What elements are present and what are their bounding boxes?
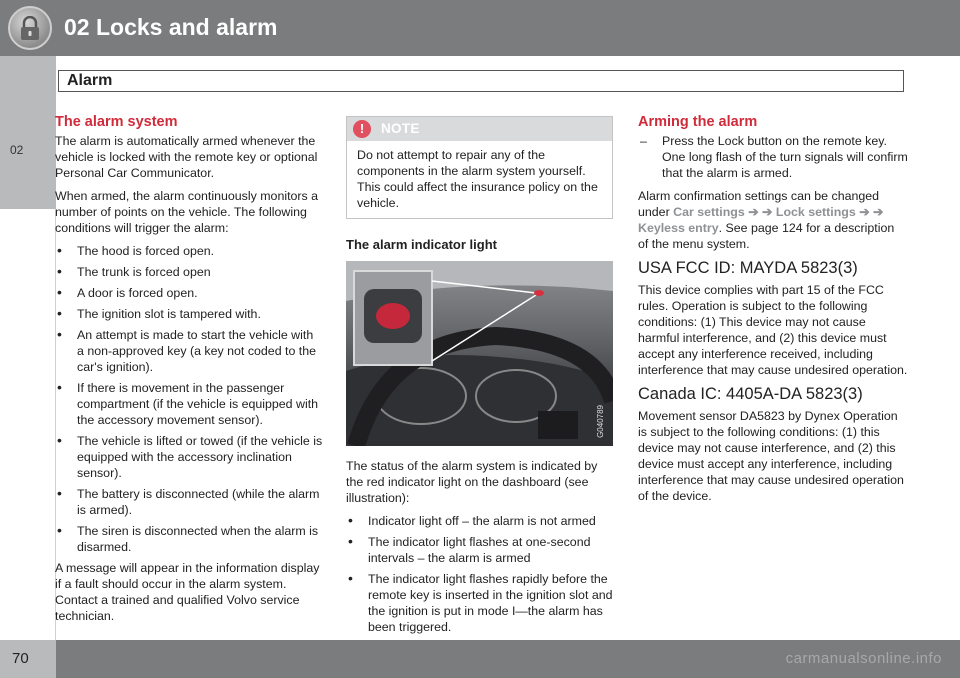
list-item: • A door is forced open. (55, 285, 323, 301)
note-text: Do not attempt to repair any of the components in the alarm system yourself. This could affect the insurance policy on the vehicle. (357, 148, 598, 210)
padlock-icon (8, 6, 52, 50)
page-footer (0, 640, 960, 678)
paragraph: A message will appear in the information display if a fault should occur in the alarm system. Contact a trained and qualified Volvo service technician. (55, 561, 320, 623)
page-number: 70 (12, 650, 29, 667)
footer-tab (0, 640, 56, 678)
chapter-title: 02 Locks and alarm (64, 14, 278, 40)
list-item: • The trunk is forced open (55, 264, 323, 280)
arrow-right-icon: ➔ ➔ (859, 205, 884, 219)
dash-marker: – (640, 134, 647, 148)
column-indicator-light (346, 116, 613, 640)
list-item-text: Press the Lock button on the remote key. One long flash of the turn signals will confirm that the alarm is armed. (662, 134, 908, 180)
paragraph-text: Alarm confirmation settings can be changed under (638, 189, 880, 219)
indicator-status-list (346, 513, 613, 635)
list-item: • The vehicle is lifted or towed (if the vehicle is equipped with the accessory inclination sensor). (55, 433, 323, 481)
dashboard-illustration (346, 261, 613, 446)
heading-arming-alarm: Arming the alarm (638, 114, 758, 130)
exclamation-icon: ! (353, 120, 371, 138)
paragraph: This device complies with part 15 of the FCC rules. Operation is subject to the following conditions: (1) This device may not cause harmful interference, and (2) this device must accept any interference received, including interference that may cause undesired operation. (638, 283, 908, 377)
list-item: • An attempt is made to start the vehicle with a non-approved key (a key not coded to the car's ignition). (55, 327, 323, 375)
sidebar-margin (0, 209, 56, 640)
watermark: carmanualsonline.info (785, 650, 942, 667)
note-label: NOTE (381, 121, 420, 136)
list-item: • The siren is disconnected when the alarm is disarmed. (55, 523, 323, 555)
column-alarm-system (55, 114, 323, 631)
menu-path-car-settings: Car settings (673, 205, 745, 219)
paragraph-settings-path (638, 188, 908, 252)
heading-alarm-system: The alarm system (55, 114, 178, 130)
trigger-conditions-list (55, 243, 323, 555)
list-item: • The indicator light flashes at one-second intervals – the alarm is armed (346, 534, 613, 566)
paragraph-text: . See page 124 for a description of the menu system. (638, 221, 895, 251)
sidebar-tab (0, 56, 56, 209)
heading-canada-ic: Canada IC: 4405A-DA 5823(3) (638, 385, 863, 403)
figure-id: G040789 (596, 405, 605, 438)
list-item: • The battery is disconnected (while the alarm is armed). (55, 486, 323, 518)
section-title: Alarm (67, 72, 113, 89)
list-item: • The indicator light flashes rapidly before the remote key is inserted in the ignition slot and the ignition is put in mode I—the alarm has been triggered. (346, 571, 613, 635)
arrow-right-icon: ➔ ➔ (748, 205, 773, 219)
list-item: • Indicator light off – the alarm is not armed (346, 513, 613, 529)
chapter-header (0, 0, 960, 56)
menu-path-lock-settings: Lock settings (775, 205, 856, 219)
sidebar-chapter-number: 02 (10, 143, 24, 157)
list-item: • If there is movement in the passenger compartment (if the vehicle is equipped with the accessory movement sensor). (55, 380, 323, 428)
paragraph: Movement sensor DA5823 by Dynex Operation is subject to the following conditions: (1) this device may not cause interference, and (2) this device must accept any interference, including interference that may cause undesired operation of the device. (638, 409, 904, 503)
note-box (346, 116, 613, 219)
dashboard-drawing (346, 261, 613, 446)
note-header (347, 117, 612, 141)
list-item: • The hood is forced open. (55, 243, 323, 259)
paragraph: When armed, the alarm continuously monitors a number of points on the vehicle. The following conditions will trigger the alarm: (55, 189, 319, 235)
section-bar (58, 70, 904, 92)
paragraph: The status of the alarm system is indicated by the red indicator light on the dashboard (see illustration): (346, 459, 598, 505)
heading-indicator-light: The alarm indicator light (346, 237, 497, 252)
list-item (638, 133, 908, 181)
paragraph: The alarm is automatically armed whenever the vehicle is locked with the remote key or optional Personal Car Communicator. (55, 134, 318, 180)
heading-fcc-id: USA FCC ID: MAYDA 5823(3) (638, 259, 858, 277)
list-item: • The ignition slot is tampered with. (55, 306, 323, 322)
menu-path-keyless-entry: Keyless entry (638, 221, 719, 235)
column-arming (638, 114, 908, 511)
